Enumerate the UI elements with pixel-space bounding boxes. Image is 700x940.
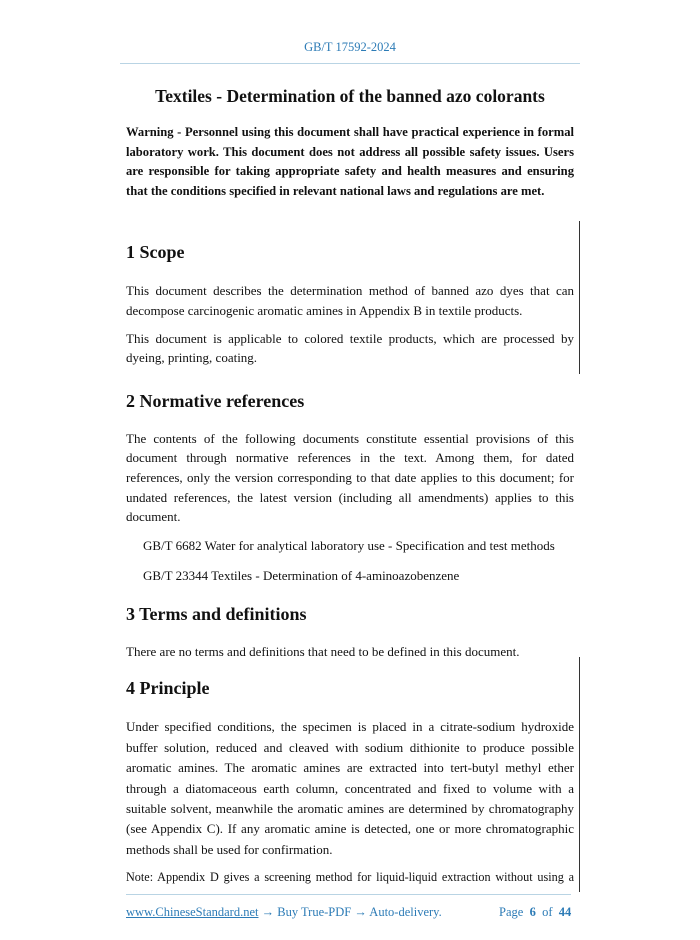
normative-reference-item: GB/T 6682 Water for analytical laboratory use - Specification and test methods bbox=[143, 537, 555, 553]
section-heading-scope: 1 Scope bbox=[126, 242, 185, 263]
scope-paragraph-1: This document describes the determination method of banned azo dyes that can decompose carcinogenic aromatic amines in Appendix B in textile products. bbox=[126, 283, 574, 318]
section-scope bbox=[0, 241, 700, 367]
change-bar bbox=[579, 221, 580, 373]
page-total: 44 bbox=[558, 904, 572, 919]
terms-paragraph: There are no terms and definitions that need to be defined in this document. bbox=[126, 643, 520, 659]
website-link[interactable]: www.ChineseStandard.net bbox=[126, 904, 259, 919]
principle-note: Note: Appendix D gives a screening method for liquid-liquid extraction without using a bbox=[126, 870, 574, 885]
warning-paragraph: Warning - Personnel using this document shall have practical experience in formal laboratory work. This document does not address all possible safety issues. Users are responsible for taking appropriate safety and health measures and ensuring that the conditions specified in relevant national laws and regulations are met. bbox=[126, 125, 574, 198]
footer-promo bbox=[126, 904, 442, 920]
page-label: Page bbox=[499, 904, 524, 919]
scope-paragraph-2: This document is applicable to colored textile products, which are processed by dyeing, printing, coating. bbox=[126, 330, 574, 366]
section-principle bbox=[0, 677, 700, 887]
page-indicator bbox=[499, 904, 571, 920]
normative-reference-item: GB/T 23344 Textiles - Determination of 4-aminoazobenzene bbox=[143, 567, 460, 583]
normative-paragraph: The contents of the following documents constitute essential provisions of this document through normative references in the text. Among them, for dated references, only the version corresponding to that date applies to this document; for undated references, the latest version (including all amendments) applies to this document. bbox=[126, 430, 574, 525]
footer-divider bbox=[126, 894, 571, 895]
section-heading-normative: 2 Normative references bbox=[126, 390, 305, 411]
header-divider bbox=[120, 63, 580, 64]
header-doc-code: GB/T 17592-2024 bbox=[304, 40, 396, 54]
page-number: 6 bbox=[529, 904, 536, 919]
section-heading-principle: 4 Principle bbox=[126, 678, 210, 699]
section-heading-terms: 3 Terms and definitions bbox=[126, 603, 307, 624]
principle-paragraph: Under specified conditions, the specimen is placed in a citrate-sodium hydroxide buffer solution, reduced and cleaved with sodium dithionite to produce possible aromatic amines. The aromatic amines are extracted into tert-butyl methyl ether through a diatomaceous earth column, concentrated and fixed to volume with a suitable solvent, meanwhile the aromatic amines are determined by chromatography (see Appendix C). If any aromatic amine is detected, one or more chromatographic methods shall be used for confirmation. bbox=[126, 719, 574, 857]
footer bbox=[0, 904, 700, 920]
change-bar bbox=[579, 657, 580, 891]
document-title: Textiles - Determination of the banned azo colorants bbox=[155, 86, 545, 106]
footer-promo-text: → Buy True-PDF → Auto-delivery. bbox=[258, 904, 442, 919]
of-label: of bbox=[542, 904, 553, 919]
